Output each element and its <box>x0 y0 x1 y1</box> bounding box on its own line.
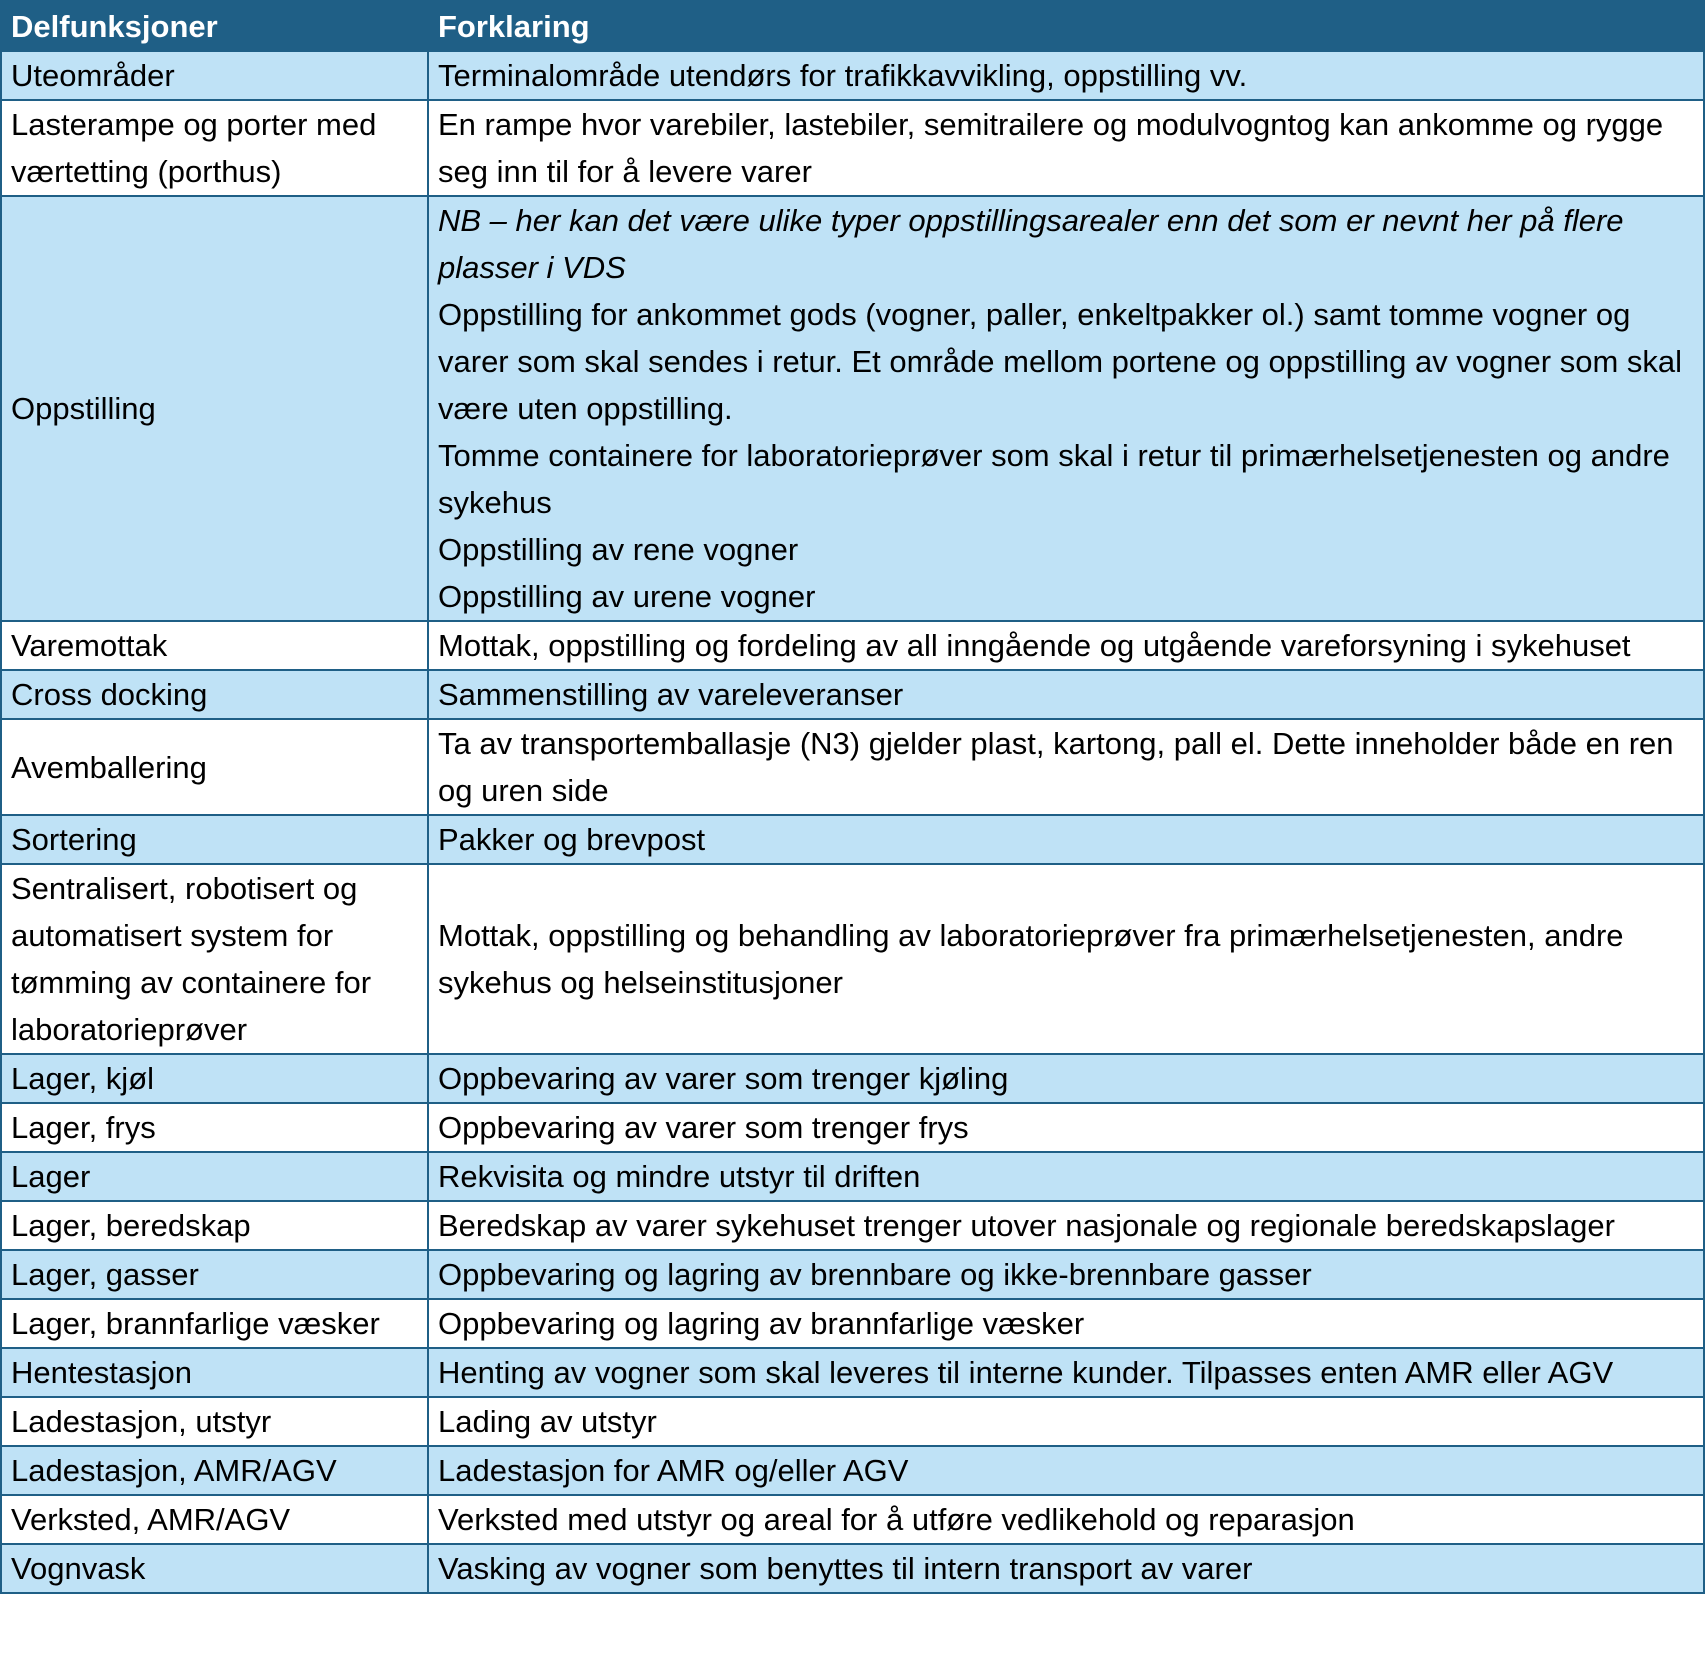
description-line: Oppbevaring av varer som trenger frys <box>438 1110 969 1145</box>
description-line: Ta av transportemballasje (N3) gjelder plast, kartong, pall el. Dette inneholder både en ren og uren side <box>438 726 1674 808</box>
row-name: Verksted, AMR/AGV <box>1 1495 428 1544</box>
row-description <box>428 1201 1704 1250</box>
description-line: Oppbevaring og lagring av brannfarlige væsker <box>438 1306 1085 1341</box>
row-description <box>428 670 1704 719</box>
table-row <box>1 1201 1704 1250</box>
row-name: Ladestasjon, AMR/AGV <box>1 1446 428 1495</box>
table-row <box>1 1152 1704 1201</box>
table-row <box>1 1299 1704 1348</box>
table-row <box>1 1544 1704 1593</box>
row-description <box>428 621 1704 670</box>
header-delfunksjoner: Delfunksjoner <box>1 1 428 51</box>
description-line: En rampe hvor varebiler, lastebiler, semitrailere og modulvogntog kan ankomme og rygge seg inn til for å levere varer <box>438 107 1664 189</box>
description-line: Oppstilling av urene vogner <box>438 579 816 614</box>
row-description <box>428 1348 1704 1397</box>
description-line: Terminalområde utendørs for trafikkavvikling, oppstilling vv. <box>438 58 1248 93</box>
description-line: Rekvisita og mindre utstyr til driften <box>438 1159 921 1194</box>
row-name: Ladestasjon, utstyr <box>1 1397 428 1446</box>
row-name: Uteområder <box>1 51 428 100</box>
row-description <box>428 1250 1704 1299</box>
description-line: Mottak, oppstilling og fordeling av all inngående og utgående vareforsyning i sykehuset <box>438 628 1631 663</box>
row-description <box>428 100 1704 196</box>
description-line: Mottak, oppstilling og behandling av laboratorieprøver fra primærhelsetjenesten, andre sykehus og helseinstitusjoner <box>438 918 1624 1000</box>
row-description <box>428 196 1704 621</box>
table-row <box>1 864 1704 1054</box>
row-name: Sentralisert, robotisert og automatisert system for tømming av containere for laboratorieprøver <box>1 864 428 1054</box>
table-row <box>1 1250 1704 1299</box>
row-description <box>428 51 1704 100</box>
table-row <box>1 670 1704 719</box>
row-description <box>428 1446 1704 1495</box>
table-row <box>1 51 1704 100</box>
row-description <box>428 1397 1704 1446</box>
description-line: Oppstilling for ankommet gods (vogner, paller, enkeltpakker ol.) samt tomme vogner og varer som skal sendes i retur. Et område mellom portene og oppstilling av vogner som skal være uten oppstilling. <box>438 297 1683 426</box>
row-name: Lager, frys <box>1 1103 428 1152</box>
row-name: Lager, gasser <box>1 1250 428 1299</box>
row-description <box>428 815 1704 864</box>
row-description <box>428 1054 1704 1103</box>
description-line: Pakker og brevpost <box>438 822 706 857</box>
row-name: Lager, brannfarlige væsker <box>1 1299 428 1348</box>
row-name: Oppstilling <box>1 196 428 621</box>
row-name: Lasterampe og porter med værtetting (porthus) <box>1 100 428 196</box>
description-line: Oppbevaring av varer som trenger kjøling <box>438 1061 1009 1096</box>
row-description <box>428 1544 1704 1593</box>
description-line: Vasking av vogner som benyttes til intern transport av varer <box>438 1551 1253 1586</box>
description-line: Sammenstilling av vareleveranser <box>438 677 904 712</box>
table-row <box>1 815 1704 864</box>
row-name: Lager, beredskap <box>1 1201 428 1250</box>
row-description <box>428 1152 1704 1201</box>
description-line: Ladestasjon for AMR og/eller AGV <box>438 1453 909 1488</box>
table-row <box>1 1446 1704 1495</box>
table-row <box>1 1397 1704 1446</box>
table-row <box>1 1495 1704 1544</box>
row-name: Cross docking <box>1 670 428 719</box>
description-line: Verksted med utstyr og areal for å utføre vedlikehold og reparasjon <box>438 1502 1355 1537</box>
table-row <box>1 100 1704 196</box>
row-name: Sortering <box>1 815 428 864</box>
table-row <box>1 1103 1704 1152</box>
row-name: Lager, kjøl <box>1 1054 428 1103</box>
description-line: Henting av vogner som skal leveres til interne kunder. Tilpasses enten AMR eller AGV <box>438 1355 1614 1390</box>
table-row <box>1 196 1704 621</box>
header-row <box>1 1 1704 51</box>
row-description <box>428 719 1704 815</box>
row-description <box>428 1495 1704 1544</box>
description-note: NB – her kan det være ulike typer oppstillingsarealer enn det som er nevnt her på flere plasser i VDS <box>438 203 1624 285</box>
description-line: Beredskap av varer sykehuset trenger utover nasjonale og regionale beredskapslager <box>438 1208 1615 1243</box>
row-name: Vognvask <box>1 1544 428 1593</box>
table-row <box>1 1054 1704 1103</box>
description-line: Oppstilling av rene vogner <box>438 532 799 567</box>
row-name: Avemballering <box>1 719 428 815</box>
description-line: Tomme containere for laboratorieprøver som skal i retur til primærhelsetjenesten og andre sykehus <box>438 438 1670 520</box>
table-row <box>1 719 1704 815</box>
table-row <box>1 621 1704 670</box>
description-line: Lading av utstyr <box>438 1404 657 1439</box>
row-description <box>428 1103 1704 1152</box>
row-name: Varemottak <box>1 621 428 670</box>
row-name: Hentestasjon <box>1 1348 428 1397</box>
row-description <box>428 864 1704 1054</box>
table-row <box>1 1348 1704 1397</box>
row-name: Lager <box>1 1152 428 1201</box>
row-description <box>428 1299 1704 1348</box>
header-forklaring: Forklaring <box>428 1 1704 51</box>
description-line: Oppbevaring og lagring av brennbare og ikke-brennbare gasser <box>438 1257 1312 1292</box>
